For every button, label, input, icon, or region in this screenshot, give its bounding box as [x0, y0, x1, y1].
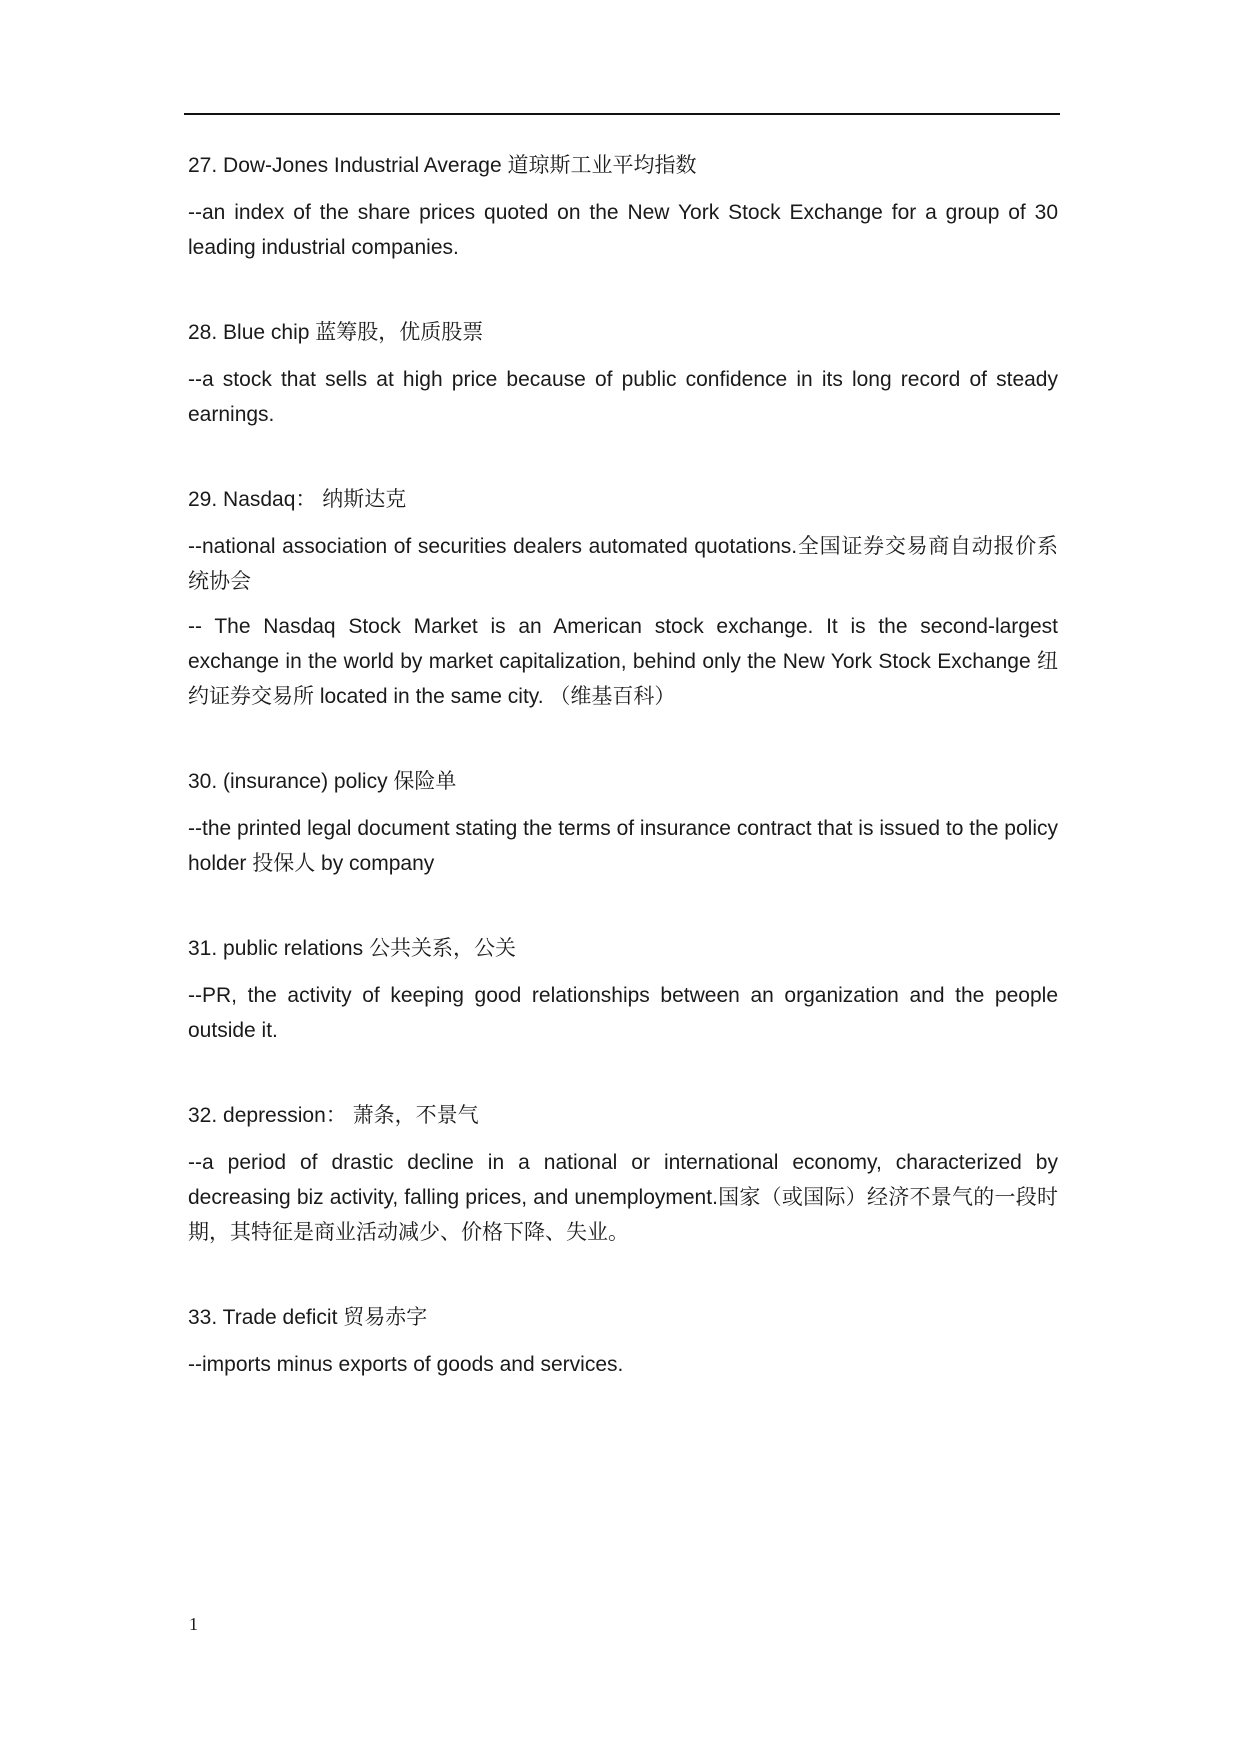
term-definition: --the printed legal document stating the terms of insurance contract that is issued to the policy holder 投保人 by company [188, 817, 1058, 875]
term-heading: 33. Trade deficit 贸易赤字 [188, 1306, 428, 1329]
term-definition: --national association of securities dealers automated quotations.全国证券交易商自动报价系统协会 [188, 535, 1058, 593]
glossary-entry-33 [188, 1300, 1058, 1382]
term-heading: 28. Blue chip 蓝筹股，优质股票 [188, 321, 484, 344]
term-definition: --imports minus exports of goods and services. [188, 1353, 624, 1376]
term-definition: -- The Nasdaq Stock Market is an American stock exchange. It is the second-largest exchange in the world by market capitalization, behind only the New York Stock Exchange 纽约证券交易所 located in the same city. （维基百科） [188, 615, 1058, 708]
glossary-body [188, 148, 1058, 1432]
term-definition: --PR, the activity of keeping good relationships between an organization and the people outside it. [188, 984, 1058, 1042]
glossary-entry-32 [188, 1098, 1058, 1250]
term-heading: 29. Nasdaq： 纳斯达克 [188, 488, 407, 511]
term-heading: 30. (insurance) policy 保险单 [188, 770, 457, 793]
page-number: 1 [189, 1614, 198, 1634]
term-definition: --an index of the share prices quoted on the New York Stock Exchange for a group of 30 leading industrial companies. [188, 201, 1058, 259]
glossary-entry-30 [188, 764, 1058, 881]
term-definition: --a stock that sells at high price because of public confidence in its long record of steady earnings. [188, 368, 1058, 426]
glossary-entry-28 [188, 315, 1058, 432]
term-definition: --a period of drastic decline in a national or international economy, characterized by decreasing biz activity, falling prices, and unemployment.国家（或国际）经济不景气的一段时期，其特征是商业活动减少、价格下降、失业。 [188, 1151, 1058, 1244]
glossary-entry-29 [188, 482, 1058, 714]
term-heading: 27. Dow-Jones Industrial Average 道琼斯工业平均指数 [188, 154, 697, 177]
glossary-entry-31 [188, 931, 1058, 1048]
header-rule [184, 113, 1060, 115]
glossary-entry-27 [188, 148, 1058, 265]
term-heading: 31. public relations 公共关系，公关 [188, 937, 516, 960]
term-heading: 32. depression： 萧条，不景气 [188, 1104, 479, 1127]
